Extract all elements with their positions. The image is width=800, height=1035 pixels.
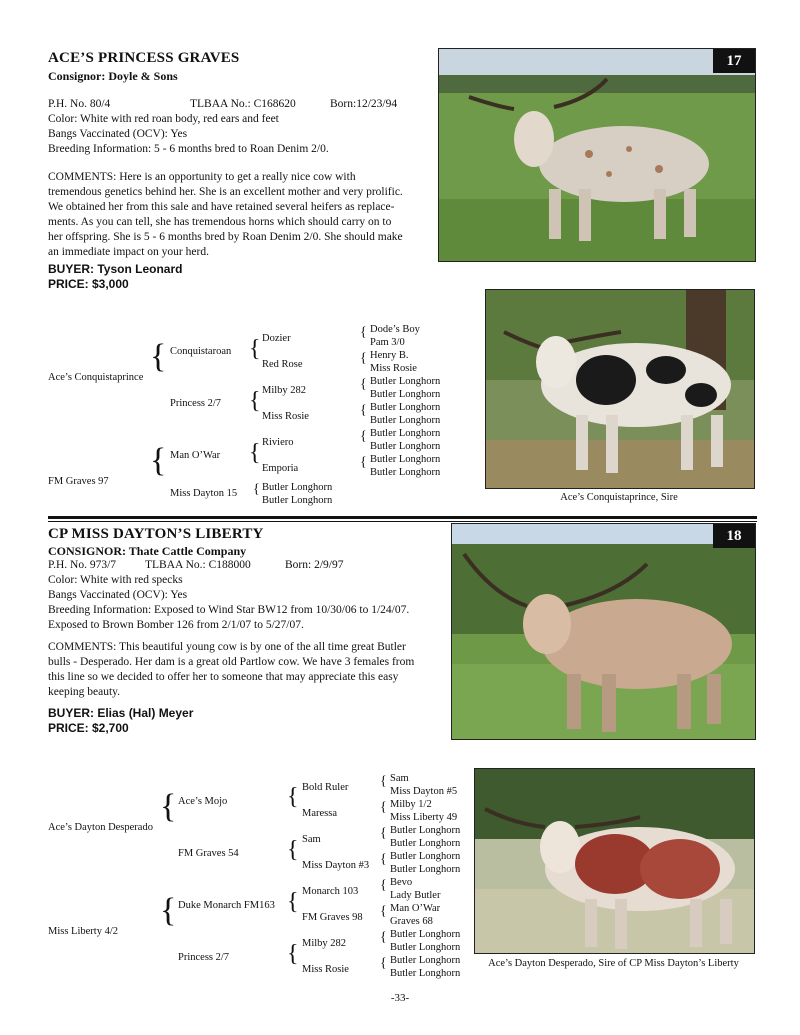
pedigree-g2: Princess 2/7 bbox=[170, 398, 222, 409]
pedigree-g4: Pam 3/0 bbox=[370, 337, 405, 348]
lot18-comments bbox=[48, 640, 448, 700]
pedigree-brace: { bbox=[160, 892, 177, 929]
pedigree-g4: Butler Longhorn bbox=[390, 942, 461, 953]
lot18-consignor: CONSIGNOR: Thate Cattle Company bbox=[48, 544, 247, 558]
pedigree-brace: { bbox=[380, 826, 387, 841]
lot18-sire-caption: Ace’s Dayton Desperado, Sire of CP Miss Dayton’s Liberty bbox=[488, 958, 739, 969]
lot17-born: Born:12/23/94 bbox=[330, 98, 398, 110]
pedigree-g3: Milby 282 bbox=[302, 938, 347, 949]
lot17-consignor: Consignor: Doyle & Sons bbox=[48, 69, 178, 83]
lot17-comments bbox=[48, 170, 428, 260]
lot18-number-badge: 18 bbox=[713, 524, 755, 548]
pedigree-brace: { bbox=[360, 403, 367, 418]
pedigree-brace: { bbox=[287, 941, 299, 967]
pedigree-brace: { bbox=[360, 351, 367, 366]
pedigree-g4: Miss Rosie bbox=[370, 363, 417, 374]
pedigree-brace: { bbox=[360, 377, 367, 392]
comment-line: COMMENTS: Here is an opportunity to get a really nice cow with bbox=[48, 171, 356, 183]
breeding-line: Breeding Information: Exposed to Wind Star BW12 from 10/30/06 to 1/24/07. bbox=[48, 604, 410, 616]
pedigree-g4: Butler Longhorn bbox=[390, 968, 461, 979]
pedigree-g3: FM Graves 98 bbox=[302, 912, 363, 923]
pedigree-brace: { bbox=[380, 930, 387, 945]
pedigree-brace: { bbox=[287, 784, 299, 810]
lot17-bangs: Bangs Vaccinated (OCV): Yes bbox=[48, 128, 188, 140]
pedigree-g2: FM Graves 54 bbox=[178, 848, 239, 859]
lot17-number-badge: 17 bbox=[713, 49, 755, 73]
pedigree-brace: { bbox=[360, 455, 367, 470]
pedigree-g4: Butler Longhorn bbox=[370, 389, 441, 400]
pedigree-brace: { bbox=[253, 482, 260, 497]
lot18-sire-photo bbox=[474, 768, 755, 954]
lot17-title: ACE’S PRINCESS GRAVES bbox=[48, 50, 240, 66]
lot18-color: Color: White with red specks bbox=[48, 574, 183, 586]
pedigree-g3: Dozier bbox=[262, 333, 291, 344]
comment-line: COMMENTS: This beautiful young cow is by one of the all time great Butler bbox=[48, 641, 406, 653]
pedigree-g4: Lady Butler bbox=[390, 890, 441, 901]
comment-line: bulls - Desperado. Her dam is a great old Partlow cow. We have 3 females from bbox=[48, 656, 415, 668]
pedigree-g4: Butler Longhorn bbox=[390, 838, 461, 849]
comment-line: ments. As you can tell, she has tremendous horns which should carry on to bbox=[48, 216, 392, 228]
pedigree-g2: Miss Dayton 15 bbox=[170, 488, 238, 499]
pedigree-g4: Butler Longhorn bbox=[390, 864, 461, 875]
pedigree-g4: Butler Longhorn bbox=[390, 825, 461, 836]
pedigree-brace: { bbox=[287, 837, 299, 863]
pedigree-g4: Butler Longhorn bbox=[390, 851, 461, 862]
pedigree-g2: Man O’War bbox=[170, 450, 221, 461]
lot18-ph-no: P.H. No. 973/7 bbox=[48, 559, 117, 571]
pedigree-g3: Miss Rosie bbox=[302, 964, 349, 975]
comment-line: We obtained her from this sale and have retained several heifers as replace- bbox=[48, 201, 395, 213]
pedigree-g4: Butler Longhorn bbox=[370, 376, 441, 387]
pedigree-g4: Miss Dayton #5 bbox=[390, 786, 458, 797]
comment-line: an immediate impact on your herd. bbox=[48, 246, 209, 258]
lot18-price: PRICE: $2,700 bbox=[48, 721, 129, 735]
pedigree-brace: { bbox=[380, 878, 387, 893]
pedigree-g4: Graves 68 bbox=[390, 916, 433, 927]
pedigree-brace: { bbox=[360, 325, 367, 340]
pedigree-sire: Ace’s Conquistaprince bbox=[48, 372, 144, 383]
pedigree-brace: { bbox=[150, 442, 167, 479]
lot17-color: Color: White with red roan body, red ears and feet bbox=[48, 113, 279, 125]
lot17-price: PRICE: $3,000 bbox=[48, 277, 129, 291]
comment-line: this line so we decided to offer her to someone that may appreciate this easy bbox=[48, 671, 399, 683]
pedigree-g3: Miss Rosie bbox=[262, 411, 309, 422]
pedigree-g3: Butler Longhorn bbox=[262, 482, 333, 493]
pedigree-sire: Ace’s Dayton Desperado bbox=[48, 822, 153, 833]
pedigree-g4: Butler Longhorn bbox=[370, 428, 441, 439]
pedigree-g4: Butler Longhorn bbox=[370, 441, 441, 452]
pedigree-g3: Bold Ruler bbox=[302, 782, 349, 793]
pedigree-g3: Monarch 103 bbox=[302, 886, 359, 897]
pedigree-g4: Butler Longhorn bbox=[370, 402, 441, 413]
pedigree-brace: { bbox=[160, 788, 177, 825]
lot17-buyer: BUYER: Tyson Leonard bbox=[48, 262, 183, 276]
pedigree-g3: Maressa bbox=[302, 808, 337, 819]
lot18-bangs: Bangs Vaccinated (OCV): Yes bbox=[48, 589, 188, 601]
lot18-breeding bbox=[48, 603, 409, 633]
pedigree-g4: Butler Longhorn bbox=[370, 454, 441, 465]
pedigree-brace: { bbox=[249, 388, 261, 414]
pedigree-g4: Milby 1/2 bbox=[390, 799, 432, 810]
lot17-sire-caption: Ace’s Conquistaprince, Sire bbox=[560, 492, 678, 503]
pedigree-brace: { bbox=[287, 889, 299, 915]
lot17-cow-photo bbox=[438, 48, 756, 262]
pedigree-g2: Duke Monarch FM163 bbox=[178, 900, 275, 911]
pedigree-brace: { bbox=[380, 956, 387, 971]
pedigree-g4: Butler Longhorn bbox=[390, 955, 461, 966]
pedigree-g3: Red Rose bbox=[262, 359, 303, 370]
comment-line: her offspring. She is 5 - 6 months bred by Roan Denim 2/0. She should make bbox=[48, 231, 403, 243]
pedigree-brace: { bbox=[380, 852, 387, 867]
pedigree-dam: Miss Liberty 4/2 bbox=[48, 926, 118, 937]
pedigree-brace: { bbox=[249, 336, 261, 362]
pedigree-g4: Butler Longhorn bbox=[370, 415, 441, 426]
pedigree-g2: Princess 2/7 bbox=[178, 952, 230, 963]
pedigree-g4: Butler Longhorn bbox=[370, 467, 441, 478]
lot18-tlbaa: TLBAA No.: C188000 bbox=[145, 559, 251, 571]
pedigree-g4: Miss Liberty 49 bbox=[390, 812, 458, 823]
pedigree-g3: Riviero bbox=[262, 437, 294, 448]
pedigree-g4: Henry B. bbox=[370, 350, 409, 361]
pedigree-g4: Man O’War bbox=[390, 903, 441, 914]
pedigree-brace: { bbox=[380, 774, 387, 789]
pedigree-g3: Butler Longhorn bbox=[262, 495, 333, 506]
pedigree-brace: { bbox=[380, 800, 387, 815]
pedigree-g2: Ace’s Mojo bbox=[178, 796, 228, 807]
lot18-born: Born: 2/9/97 bbox=[285, 559, 344, 571]
pedigree-g3: Miss Dayton #3 bbox=[302, 860, 370, 871]
pedigree-g4: Dode’s Boy bbox=[370, 324, 420, 335]
pedigree-dam: FM Graves 97 bbox=[48, 476, 109, 487]
section-divider bbox=[48, 516, 757, 519]
pedigree-g4: Butler Longhorn bbox=[390, 929, 461, 940]
comment-line: keeping beauty. bbox=[48, 686, 121, 698]
lot18-title: CP MISS DAYTON’S LIBERTY bbox=[48, 526, 264, 542]
pedigree-g3: Emporia bbox=[262, 463, 299, 474]
pedigree-g4: Sam bbox=[390, 773, 409, 784]
pedigree-g2: Conquistaroan bbox=[170, 346, 232, 357]
pedigree-g4: Bevo bbox=[390, 877, 413, 888]
pedigree-g3: Milby 282 bbox=[262, 385, 307, 396]
pedigree-brace: { bbox=[249, 440, 261, 466]
pedigree-brace: { bbox=[380, 904, 387, 919]
lot17-sire-photo bbox=[485, 289, 755, 489]
lot17-ph-no: P.H. No. 80/4 bbox=[48, 98, 111, 110]
comment-line: tremendous genetics behind her. She is an excellent mother and very prolific. bbox=[48, 186, 403, 198]
lot17-breeding: Breeding Information: 5 - 6 months bred to Roan Denim 2/0. bbox=[48, 143, 329, 155]
pedigree-g3: Sam bbox=[302, 834, 321, 845]
lot18-buyer: BUYER: Elias (Hal) Meyer bbox=[48, 706, 194, 720]
lot18-cow-photo bbox=[451, 523, 756, 740]
breeding-line: Exposed to Brown Bomber 126 from 2/1/07 to 5/27/07. bbox=[48, 619, 304, 631]
pedigree-brace: { bbox=[150, 338, 167, 375]
page-number: -33- bbox=[390, 992, 410, 1004]
lot17-tlbaa: TLBAA No.: C168620 bbox=[190, 98, 296, 110]
pedigree-brace: { bbox=[360, 429, 367, 444]
section-divider bbox=[48, 521, 757, 522]
